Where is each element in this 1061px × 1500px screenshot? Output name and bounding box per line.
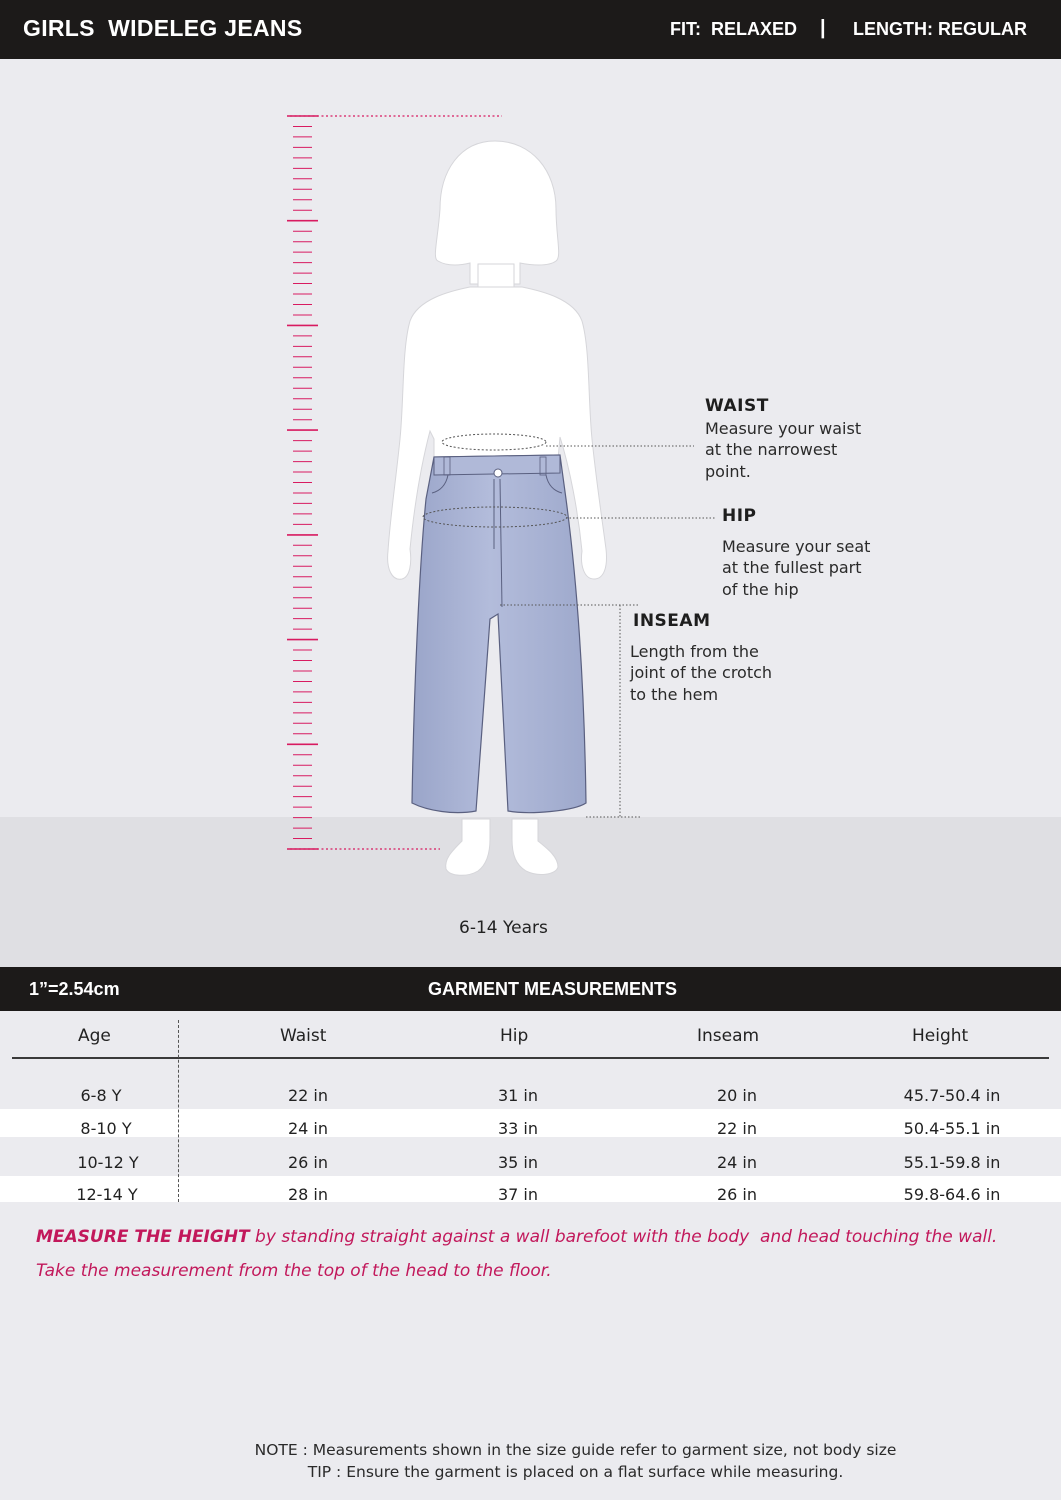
cell-waist: 28 in [287, 1185, 329, 1204]
cell-age: 10-12 Y [77, 1153, 139, 1172]
tip-text: TIP : Ensure the garment is placed on a flat surface while measuring. [307, 1463, 844, 1481]
height-ruler [287, 116, 318, 849]
cell-height: 45.7-50.4 in [903, 1086, 1001, 1105]
inseam-title: INSEAM [633, 611, 711, 631]
footer-tip [45, 1463, 1061, 1481]
unit-conversion: 1”=2.54cm [29, 979, 120, 999]
cell-age: 8-10 Y [80, 1119, 132, 1138]
waist-desc-3: point. [705, 461, 751, 481]
waist-desc-2: at the narrowest [705, 440, 838, 459]
waist-annotation [705, 396, 861, 482]
cell-inseam: 26 in [716, 1185, 758, 1204]
cell-inseam: 24 in [716, 1153, 758, 1172]
cell-height: 55.1-59.8 in [903, 1153, 1001, 1172]
cell-hip: 31 in [497, 1086, 539, 1105]
body-illustration [0, 59, 1061, 967]
product-title: GIRLS WIDELEG JEANS [23, 15, 303, 41]
cell-waist: 24 in [287, 1119, 329, 1138]
col-header-waist: Waist [280, 1026, 327, 1046]
waist-title: WAIST [705, 396, 769, 416]
table-row [0, 1143, 1061, 1171]
height-instruction-text: by standing straight against a wall barefoot with the body and head touching the wall. [249, 1227, 998, 1247]
height-instruction-line-1 [36, 1227, 997, 1247]
table-title: GARMENT MEASUREMENTS [428, 979, 678, 999]
fit-label: FIT: RELAXED [670, 19, 798, 39]
header-bar [0, 0, 1061, 59]
header-divider [12, 1057, 1049, 1059]
col-header-height: Height [912, 1026, 969, 1046]
height-instruction-emphasis: MEASURE THE HEIGHT [36, 1227, 250, 1247]
hip-title: HIP [722, 506, 757, 526]
hip-desc-2: at the fullest part [722, 558, 862, 577]
cell-hip: 35 in [497, 1153, 539, 1172]
footer-note [45, 1441, 1061, 1459]
col-header-hip: Hip [500, 1026, 529, 1046]
hip-annotation [722, 506, 870, 600]
age-range-label: 6-14 Years [459, 918, 548, 938]
inseam-desc-2: joint of the crotch [630, 663, 773, 682]
age-column-divider [178, 1020, 179, 1202]
cell-inseam: 20 in [716, 1086, 758, 1105]
hip-desc-3: of the hip [722, 579, 799, 599]
cell-waist: 22 in [287, 1086, 329, 1105]
table-row [0, 1176, 1061, 1202]
table-row [0, 1109, 1061, 1137]
note-text: NOTE : Measurements shown in the size guide refer to garment size, not body size [254, 1441, 897, 1459]
length-label: LENGTH: REGULAR [853, 19, 1027, 39]
cell-hip: 33 in [497, 1119, 539, 1138]
cell-height: 59.8-64.6 in [903, 1185, 1001, 1204]
cell-height: 50.4-55.1 in [903, 1119, 1001, 1138]
cell-age: 12-14 Y [76, 1185, 138, 1204]
hip-desc-1: Measure your seat [722, 536, 871, 556]
col-header-inseam: Inseam [697, 1026, 760, 1046]
table-header-bar [0, 967, 1061, 1011]
col-header-age: Age [78, 1026, 111, 1046]
table-row [0, 1081, 1061, 1109]
header-separator: | [820, 17, 826, 39]
cell-inseam: 22 in [716, 1119, 758, 1138]
jeans-drawing [412, 455, 586, 813]
cell-hip: 37 in [497, 1185, 539, 1204]
inseam-desc-3: to the hem [630, 684, 719, 704]
inseam-annotation [630, 611, 772, 705]
waist-desc-1: Measure your waist [705, 418, 862, 438]
height-instruction-line-2: Take the measurement from the top of the head to the floor. [36, 1261, 552, 1281]
inseam-desc-1: Length from the [630, 641, 759, 661]
cell-age: 6-8 Y [80, 1086, 122, 1105]
cell-waist: 26 in [287, 1153, 329, 1172]
